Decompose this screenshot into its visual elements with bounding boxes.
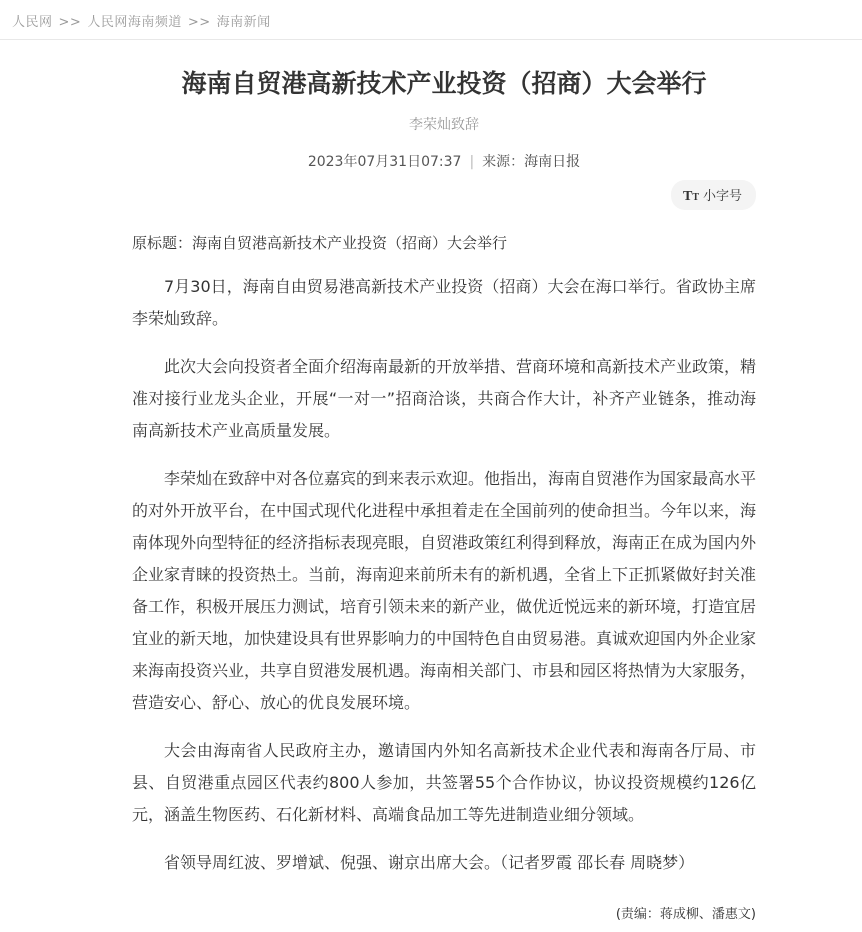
- article-subtitle: 李荣灿致辞: [409, 117, 479, 133]
- article-paragraph: 省领导周红波、罗增斌、倪强、谢京出席大会。（记者罗霞 邵长春 周晓梦）: [164, 853, 695, 872]
- publish-date: 2023年07月31日07:37: [307, 154, 462, 170]
- font-size-icon-small: T: [692, 192, 699, 203]
- breadcrumb: [0, 0, 862, 40]
- article-body: [132, 231, 756, 879]
- editor-credit: (责编：蒋成柳、潘惠文): [615, 907, 756, 922]
- font-size-label: 小字号: [702, 189, 742, 204]
- meta-divider: |: [469, 154, 475, 170]
- breadcrumb-link-hainan-channel[interactable]: 人民网海南频道: [87, 15, 182, 30]
- font-size-icon: T: [682, 189, 693, 204]
- article-paragraph: 7月30日，海南自由贸易港高新技术产业投资（招商）大会在海口举行。省政协主席李荣灿致辞。: [132, 277, 756, 328]
- original-title: 原标题：海南自贸港高新技术产业投资（招商）大会举行: [132, 234, 508, 252]
- source-label: 来源：: [482, 154, 525, 170]
- breadcrumb-link-hainan-news[interactable]: 海南新闻: [216, 15, 271, 30]
- article-container: [132, 67, 756, 932]
- article-paragraph: 大会由海南省人民政府主办，邀请国内外知名高新技术企业代表和海南各厅局、市县、自贸港重点园区代表约800人参加，共签署55个合作协议，协议投资规模约126亿元，涵盖生物医药、石化新材料、高端食品加工等先进制造业细分领域。: [132, 741, 756, 824]
- breadcrumb-link-peoples-daily[interactable]: 人民网: [12, 15, 53, 30]
- breadcrumb-separator: >>: [187, 15, 211, 30]
- article-meta: [132, 151, 756, 171]
- article-toolbar: [132, 180, 756, 210]
- article-paragraph: 李荣灿在致辞中对各位嘉宾的到来表示欢迎。他指出，海南自贸港作为国家最高水平的对外开放平台，在中国式现代化进程中承担着走在全国前列的使命担当。今年以来，海南体现外向型特征的经济指标表现亮眼，自贸港政策红利得到释放，海南正在成为国内外企业家青睐的投资热土。当前，海南迎来前所未有的新机遇，全省上下正抓紧做好封关准备工作，积极开展压力测试，培育引领未来的新产业，做优近悦远来的新环境，打造宜居宜业的新天地，加快建设具有世界影响力的中国特色自由贸易港。真诚欢迎国内外企业家来海南投资兴业，共享自贸港发展机遇。海南相关部门、市县和园区将热情为大家服务，营造安心、舒心、放心的优良发展环境。: [132, 469, 757, 712]
- breadcrumb-separator: >>: [58, 15, 82, 30]
- font-size-button[interactable]: [671, 180, 756, 210]
- article-paragraph: 此次大会向投资者全面介绍海南最新的开放举措、营商环境和高新技术产业政策，精准对接行业龙头企业，开展“一对一”招商洽谈，共商合作大计，补齐产业链条，推动海南高新技术产业高质量发展。: [132, 357, 757, 440]
- source-link[interactable]: 海南日报: [524, 154, 581, 170]
- page-title: 海南自贸港高新技术产业投资（招商）大会举行: [181, 69, 707, 98]
